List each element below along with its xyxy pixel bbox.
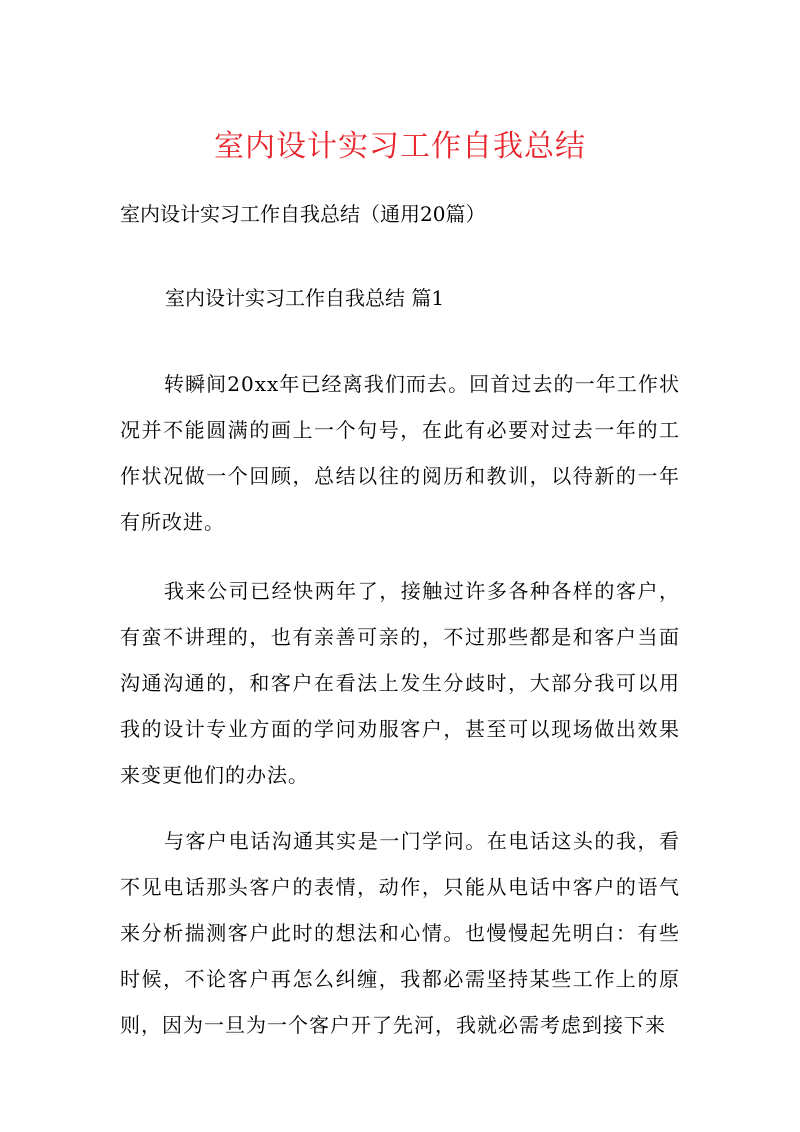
- paragraph: 转瞬间20xx年已经离我们而去。回首过去的一年工作状况并不能圆满的画上一个句号，在此有必要对过去一年的工作状况做一个回顾，总结以往的阅历和教训，以待新的一年有所改进。: [120, 372, 680, 534]
- section-heading: 室内设计实习工作自我总结 篇1: [165, 286, 445, 310]
- paragraph: 我来公司已经快两年了，接触过许多各种各样的客户，有蛮不讲理的，也有亲善可亲的，不过那些都是和客户当面沟通沟通的，和客户在看法上发生分歧时，大部分我可以用我的设计专业方面的学问劝服客户，甚至可以现场做出效果来变更他们的办法。: [120, 579, 680, 787]
- paragraph: 与客户电话沟通其实是一门学问。在电话这头的我，看不见电话那头客户的表情，动作，只能从电话中客户的语气来分析揣测客户此时的想法和心情。也慢慢起先明白：有些时候，不论客户再怎么纠缠，我都必需坚持某些工作上的原则，因为一旦为一个客户开了先河，我就必需考虑到接下来: [120, 829, 680, 1037]
- document-subtitle: 室内设计实习工作自我总结（通用20篇）: [120, 202, 486, 226]
- document-title: 室内设计实习工作自我总结: [214, 129, 586, 164]
